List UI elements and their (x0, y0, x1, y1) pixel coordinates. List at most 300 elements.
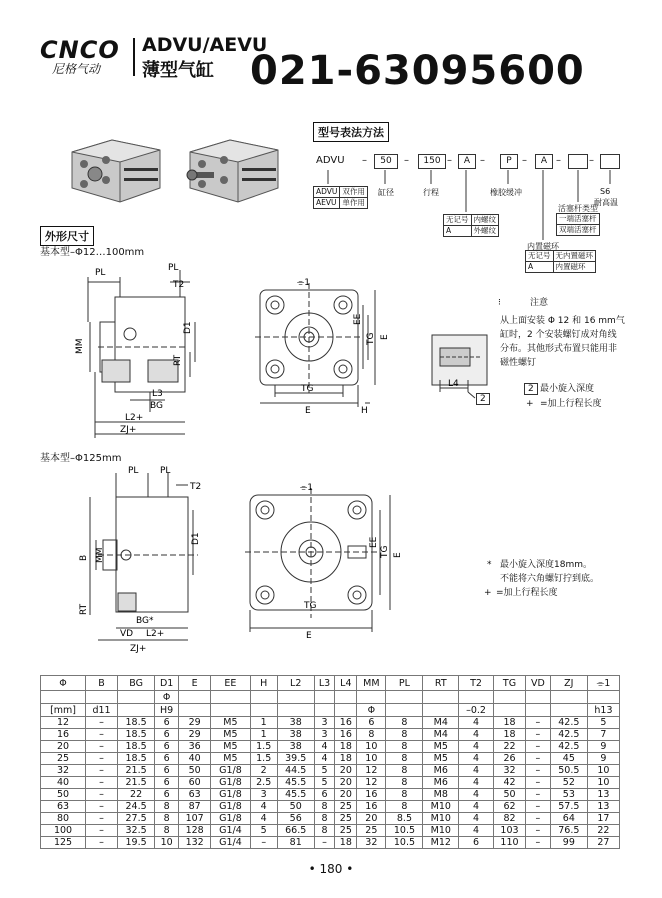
table-cell: 32.5 (118, 825, 155, 837)
dim-h: H (361, 406, 368, 416)
table-cell: 38 (277, 717, 314, 729)
table-cell: – (86, 837, 118, 849)
dim-tg-b: TG (304, 601, 317, 611)
star-symbol: * (487, 560, 492, 570)
table-cell: 76.5 (550, 825, 587, 837)
basic-type-2-title: 基本型–Φ125mm (40, 453, 122, 464)
table-cell: 19.5 (118, 837, 155, 849)
table-cell: 18 (335, 837, 357, 849)
dimension-table (40, 675, 620, 849)
table-cell: 1.5 (250, 741, 277, 753)
brand-logo: CNCO (40, 36, 120, 64)
section-title: 外形尺寸 (40, 226, 94, 246)
magnet-code: A (526, 262, 554, 273)
table-cell: 12 (41, 717, 86, 729)
table-cell: 57.5 (550, 801, 587, 813)
table-cell: 8.5 (386, 813, 423, 825)
table-cell: 12 (357, 765, 386, 777)
table-cell: 12 (357, 777, 386, 789)
dash-1: – (362, 155, 367, 166)
table-cell: T2 (459, 676, 494, 691)
table-cell: 10 (357, 741, 386, 753)
table-cell: M10 (423, 825, 459, 837)
table-cell: 25 (335, 825, 357, 837)
table-cell: 4 (459, 777, 494, 789)
table-cell (526, 704, 551, 717)
table-cell: 18.5 (118, 729, 155, 741)
table-cell: G1/4 (211, 837, 251, 849)
table-cell: – (526, 753, 551, 765)
note-title: 注意 (530, 298, 549, 308)
dim-ee-b: EE (369, 536, 379, 548)
table-cell: 42.5 (550, 741, 587, 753)
table-cell: 25 (335, 801, 357, 813)
table-cell: 5 (587, 717, 619, 729)
table-cell (179, 704, 211, 717)
table-cell: D1 (155, 676, 179, 691)
table-cell: M10 (423, 813, 459, 825)
dim-rt-b: RT (79, 603, 89, 615)
side-view-drawing-2 (68, 465, 218, 655)
dim-d1-b: D1 (191, 532, 201, 545)
table-cell: 4 (459, 825, 494, 837)
table-cell: 4 (459, 813, 494, 825)
table-cell: – (86, 741, 118, 753)
table-cell: 2 (250, 765, 277, 777)
table-cell: 9 (587, 753, 619, 765)
table-cell: H9 (155, 704, 179, 717)
table-cell: L4 (335, 676, 357, 691)
table-cell: 6 (155, 753, 179, 765)
table-cell: PL (386, 676, 423, 691)
table-cell: 8 (386, 741, 423, 753)
star-note-2: 不能将六角螺钉拧到底。 (500, 574, 600, 584)
table-row (41, 813, 620, 825)
table-row (41, 717, 620, 729)
code-thread: A (458, 154, 476, 169)
table-cell: – (526, 717, 551, 729)
table-cell: M12 (423, 837, 459, 849)
table-cell: 38 (277, 729, 314, 741)
series-code: AEVU (314, 198, 340, 209)
table-cell: 8 (386, 789, 423, 801)
magnet-code: 无记号 (526, 251, 554, 262)
table-cell: 9 (587, 741, 619, 753)
table-cell (423, 704, 459, 717)
table-cell: ⌯1 (587, 676, 619, 691)
table-cell: 128 (179, 825, 211, 837)
phone-number: 021-63095600 (250, 48, 585, 94)
table-cell: – (86, 765, 118, 777)
dim-e-b: E (306, 631, 312, 640)
ordering-title: 型号表法方法 (313, 122, 389, 142)
table-cell: 16 (335, 729, 357, 741)
dim-tg: TG (301, 384, 314, 394)
table-cell: 8 (155, 813, 179, 825)
table-cell: 32 (357, 837, 386, 849)
table-cell: 45 (550, 753, 587, 765)
table-cell: 8 (386, 801, 423, 813)
table-cell: 20 (357, 813, 386, 825)
basic-type-1-title: 基本型–Φ12…100mm (40, 247, 145, 258)
side-view-drawing-1 (40, 262, 210, 442)
table-cell: –0.2 (459, 704, 494, 717)
dash-7: – (589, 155, 594, 166)
table-cell: 8 (357, 729, 386, 741)
series-table (313, 186, 368, 209)
table-cell: 10 (155, 837, 179, 849)
table-cell: 132 (179, 837, 211, 849)
table-cell: 18 (493, 729, 525, 741)
table-row (41, 753, 620, 765)
table-cell: 39.5 (277, 753, 314, 765)
dim-b: B (79, 554, 89, 561)
table-cell: 8 (314, 801, 335, 813)
table-cell: 6 (155, 765, 179, 777)
table-cell: 80 (41, 813, 86, 825)
table-cell: 1 (250, 717, 277, 729)
table-cell: 45.5 (277, 777, 314, 789)
table-cell: – (86, 753, 118, 765)
table-cell: 66.5 (277, 825, 314, 837)
table-cell: 4 (459, 717, 494, 729)
table-cell: – (526, 801, 551, 813)
dim-zj: ZJ+ (120, 425, 137, 435)
front-view-drawing-2 (240, 480, 410, 640)
dim-l2: L2+ (125, 413, 144, 423)
table-cell (211, 704, 251, 717)
label-cushion: 橡胶缓冲 (490, 188, 522, 197)
table-cell: M4 (423, 729, 459, 741)
table-cell: 6 (155, 717, 179, 729)
dim-l4: L4 (448, 379, 459, 389)
table-row (41, 789, 620, 801)
dim-vd: VD (120, 629, 134, 639)
plus-symbol: + (526, 399, 534, 409)
table-cell: 5 (250, 825, 277, 837)
table-cell: 100 (41, 825, 86, 837)
table-cell: G1/8 (211, 801, 251, 813)
table-cell: 18 (335, 753, 357, 765)
table-cell: 16 (41, 729, 86, 741)
dash-6: – (556, 155, 561, 166)
cylinder-photo-1 (72, 140, 160, 202)
dim-d1: D1 (183, 321, 193, 334)
table-cell (335, 691, 357, 704)
table-row (41, 765, 620, 777)
dim-bg-b: BG* (136, 616, 154, 626)
thread-desc: 外螺纹 (471, 226, 499, 237)
table-row (41, 801, 620, 813)
table-cell: 4 (459, 789, 494, 801)
table-cell: h13 (587, 704, 619, 717)
table-cell: 25 (41, 753, 86, 765)
dim-pl-b: PL (160, 466, 171, 476)
code-cushion: P (500, 154, 518, 169)
dim-rt: RT (173, 354, 183, 366)
table-cell: 8 (386, 777, 423, 789)
table-cell (277, 691, 314, 704)
table-cell: M10 (423, 801, 459, 813)
table-cell: M6 (423, 765, 459, 777)
table-cell: 4 (459, 729, 494, 741)
table-cell: 6 (155, 777, 179, 789)
dim-e: E (305, 406, 311, 416)
table-cell: 53 (550, 789, 587, 801)
label-stroke: 行程 (423, 188, 439, 197)
table-cell: 3 (314, 717, 335, 729)
table-cell: 87 (179, 801, 211, 813)
table-cell: – (526, 729, 551, 741)
thread-table (443, 214, 499, 237)
table-cell: 18 (335, 741, 357, 753)
table-cell: [mm] (41, 704, 86, 717)
table-cell: TG (493, 676, 525, 691)
table-cell: 8 (155, 801, 179, 813)
table-cell: 16 (335, 717, 357, 729)
table-cell: 32 (41, 765, 86, 777)
label-bore: 缸径 (378, 188, 394, 197)
table-cell (277, 704, 314, 717)
dim-pl-a: PL (128, 466, 139, 476)
table-cell: 24.5 (118, 801, 155, 813)
table-cell: 4 (459, 765, 494, 777)
table-cell: 1 (250, 729, 277, 741)
table-cell (357, 691, 386, 704)
table-cell: RT (423, 676, 459, 691)
table-cell: 16 (357, 801, 386, 813)
table-cell: 8 (155, 825, 179, 837)
table-cell (118, 691, 155, 704)
dash-2: – (404, 155, 409, 166)
table-cell (526, 691, 551, 704)
table-cell: 13 (587, 789, 619, 801)
table-cell: M5 (423, 741, 459, 753)
table-cell: 22 (493, 741, 525, 753)
table-row (41, 837, 620, 849)
dim-mm: MM (75, 338, 85, 354)
table-cell (179, 691, 211, 704)
dim-bg: BG (150, 401, 163, 411)
table-cell: – (526, 741, 551, 753)
rod-type-table (556, 213, 600, 236)
table-cell: 40 (179, 753, 211, 765)
table-cell: 4 (459, 741, 494, 753)
note-line-1: 从上面安装 Φ 12 和 16 mm气 (500, 316, 625, 326)
table-cell: G1/4 (211, 825, 251, 837)
table-cell: 5 (314, 777, 335, 789)
table-cell: 25 (335, 813, 357, 825)
table-cell: 29 (179, 729, 211, 741)
table-cell: EE (211, 676, 251, 691)
table-cell (587, 691, 619, 704)
table-cell: 50 (493, 789, 525, 801)
table-cell: M5 (211, 753, 251, 765)
table-cell: Φ (155, 691, 179, 704)
table-cell (314, 691, 335, 704)
dash-3: – (447, 155, 452, 166)
table-cell: M6 (423, 777, 459, 789)
table-cell (386, 691, 423, 704)
note-warning-icon: ⁝ (498, 298, 501, 308)
table-cell (493, 704, 525, 717)
header-divider (133, 38, 135, 76)
table-cell: 5 (314, 765, 335, 777)
table-cell: – (86, 789, 118, 801)
table-cell: – (86, 717, 118, 729)
table-cell: 10.5 (386, 837, 423, 849)
table-cell: 27.5 (118, 813, 155, 825)
table-cell: 42.5 (550, 729, 587, 741)
table-cell: 4 (459, 801, 494, 813)
table-cell (41, 691, 86, 704)
label-rod-type: 活塞杆类型 (558, 204, 598, 213)
table-cell: 8 (386, 717, 423, 729)
code-bore: 50 (374, 154, 398, 169)
table-cell: 50 (277, 801, 314, 813)
dim-l2-b: L2+ (146, 629, 165, 639)
dim-mm-b: MM (95, 547, 105, 563)
table-cell: ZJ (550, 676, 587, 691)
table-cell: 8 (314, 825, 335, 837)
table-cell: 3 (250, 789, 277, 801)
dim-l3: L3 (152, 389, 163, 399)
code-series: ADVU (316, 155, 345, 166)
table-cell: 8 (314, 813, 335, 825)
table-cell: 8 (386, 765, 423, 777)
table-cell: 18 (493, 717, 525, 729)
table-row (41, 729, 620, 741)
label-temp: 耐高温 (594, 198, 618, 207)
table-cell: – (86, 813, 118, 825)
table-cell: – (314, 837, 335, 849)
rod-type-option: 一端活塞杆 (557, 214, 600, 225)
table-cell: M8 (423, 789, 459, 801)
table-cell: – (86, 729, 118, 741)
code-temp (600, 154, 620, 169)
series-desc: 双作用 (340, 187, 368, 198)
code-rod-type (568, 154, 588, 169)
table-cell: 4 (250, 813, 277, 825)
page-number: • 180 • (308, 862, 354, 876)
table-cell: 50 (179, 765, 211, 777)
table-cell (250, 691, 277, 704)
table-cell: M5 (211, 729, 251, 741)
thread-desc: 内螺纹 (471, 215, 499, 226)
table-cell: 36 (179, 741, 211, 753)
label-temp-code: S6 (600, 187, 611, 196)
table-cell: 2.5 (250, 777, 277, 789)
dim-sym-b: ⌯1 (300, 483, 313, 493)
code-magnet: A (535, 154, 553, 169)
table-cell (86, 691, 118, 704)
star-note-1: 最小旋入深度18mm。 (500, 560, 592, 570)
magnet-desc: 内置磁环 (553, 262, 596, 273)
magnet-desc: 无内置磁环 (553, 251, 596, 262)
table-cell (314, 704, 335, 717)
table-cell: 63 (41, 801, 86, 813)
table-header-row (41, 676, 620, 691)
product-subtitle: 薄型气缸 (142, 60, 214, 81)
product-photos (62, 122, 282, 212)
model-title: ADVU/AEVU (142, 34, 268, 56)
table-cell: – (526, 765, 551, 777)
table-cell: MM (357, 676, 386, 691)
table-cell: 4 (250, 801, 277, 813)
table-cell: – (526, 789, 551, 801)
table-cell: G1/8 (211, 789, 251, 801)
dim-t2: T2 (173, 280, 185, 290)
table-cell: 7 (587, 729, 619, 741)
table-cell (550, 704, 587, 717)
table-cell: 38 (277, 741, 314, 753)
plus-symbol-2: + (484, 588, 492, 598)
table-cell (459, 691, 494, 704)
table-cell: B (86, 676, 118, 691)
note-line-4: 磁性螺钉 (500, 358, 537, 368)
table-cell: 44.5 (277, 765, 314, 777)
table-cell: 4 (459, 753, 494, 765)
code-stroke: 150 (418, 154, 446, 169)
table-cell: 81 (277, 837, 314, 849)
table-cell: 22 (118, 789, 155, 801)
table-row (41, 825, 620, 837)
table-cell: 125 (41, 837, 86, 849)
table-cell: 110 (493, 837, 525, 849)
table-cell: 20 (41, 741, 86, 753)
note-line-2: 缸时，2 个安装螺钉成对角线 (500, 330, 617, 340)
depth-note: 最小旋入深度 (540, 384, 595, 394)
table-cell: – (86, 801, 118, 813)
plus-note: =加上行程长度 (540, 399, 602, 409)
table-header-row (41, 691, 620, 704)
table-cell: 6 (314, 789, 335, 801)
table-cell: 56 (277, 813, 314, 825)
table-cell: 4 (314, 741, 335, 753)
table-cell: 21.5 (118, 765, 155, 777)
table-cell (493, 691, 525, 704)
table-cell: 6 (155, 741, 179, 753)
table-cell: 40 (41, 777, 86, 789)
table-cell: M5 (423, 753, 459, 765)
table-cell (211, 691, 251, 704)
table-cell: M5 (211, 741, 251, 753)
table-cell: 42 (493, 777, 525, 789)
table-cell: 64 (550, 813, 587, 825)
table-cell: 8 (386, 753, 423, 765)
magnet-title: 内置磁环 (527, 242, 559, 251)
magnet-table (525, 250, 596, 273)
dim-tg-v: TG (366, 332, 376, 345)
plus-note-2: =加上行程长度 (496, 588, 558, 598)
table-cell: 45.5 (277, 789, 314, 801)
dim-pl-2: PL (168, 263, 179, 273)
table-cell: d11 (86, 704, 118, 717)
table-cell: 10 (587, 777, 619, 789)
table-cell: 18.5 (118, 753, 155, 765)
table-cell: G1/8 (211, 765, 251, 777)
table-cell: 6 (155, 789, 179, 801)
table-row (41, 741, 620, 753)
table-cell: L2 (277, 676, 314, 691)
table-cell: G1/8 (211, 813, 251, 825)
table-cell: 50 (41, 789, 86, 801)
table-cell (423, 691, 459, 704)
dim-ee: EE (353, 313, 363, 325)
table-cell: 21.5 (118, 777, 155, 789)
table-cell: 10.5 (386, 825, 423, 837)
table-cell: 27 (587, 837, 619, 849)
